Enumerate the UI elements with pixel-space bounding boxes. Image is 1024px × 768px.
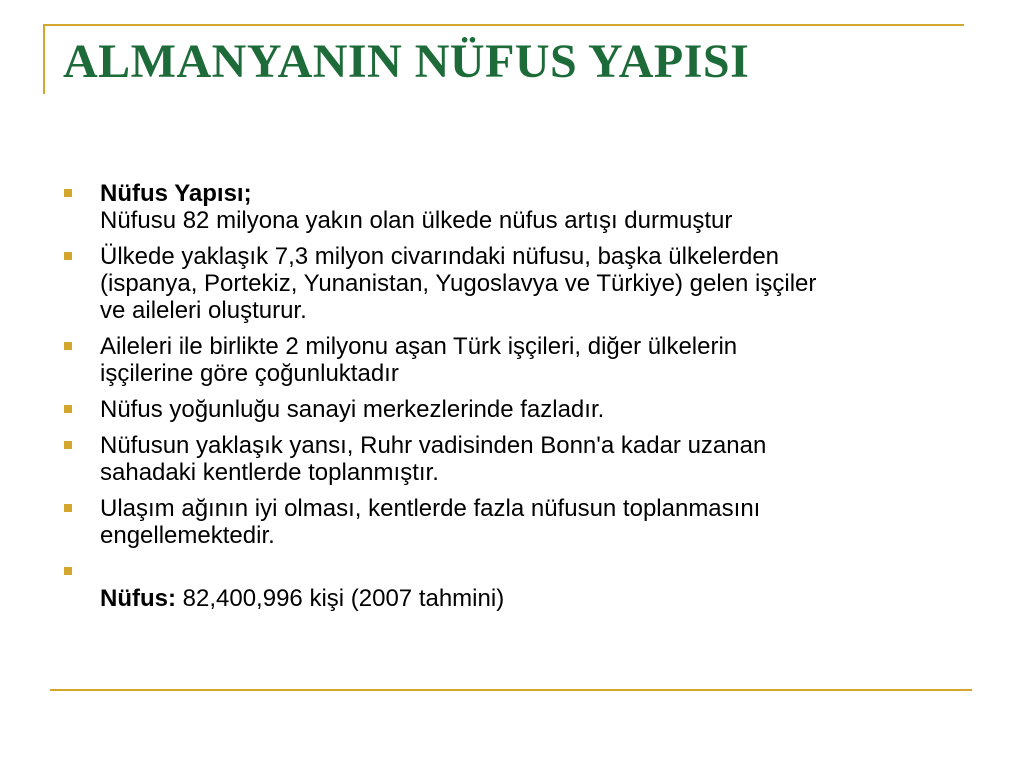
bullet-item-yabanci-nufus	[63, 243, 963, 324]
bullet-text-line: Ulaşım ağının iyi olması, kentlerde fazla nüfusun toplanmasını	[100, 495, 761, 522]
bullet-text-line: Nüfus yoğunluğu sanayi merkezlerinde fazladır.	[100, 396, 605, 423]
bullet-text-line: Ülkede yaklaşık 7,3 milyon civarındaki nüfusu, başka ülkelerden	[100, 243, 780, 270]
bullet-item-ulasim	[63, 495, 963, 549]
population-line	[100, 585, 963, 612]
population-value: 82,400,996 kişi (2007 tahmini)	[175, 585, 505, 612]
bullet-list	[63, 180, 963, 621]
square-bullet-icon	[64, 567, 72, 575]
bullet-item-ruhr-vadisi	[63, 432, 963, 486]
bullet-text-line: işçilerine göre çoğunluktadır	[100, 360, 399, 387]
bullet-text-line: sahadaki kentlerde toplanmıştır.	[100, 459, 439, 486]
bullet-text-line: engellemektedir.	[100, 522, 275, 549]
population-label: Nüfus:	[100, 585, 176, 612]
bullet-text-line: Nüfusun yaklaşık yansı, Ruhr vadisinden Bonn'a kadar uzanan	[100, 432, 767, 459]
bullet-item-nufus-sayisi	[63, 558, 963, 612]
square-bullet-icon	[64, 405, 72, 413]
bullet-heading: Nüfus Yapısı;	[100, 180, 252, 207]
square-bullet-icon	[64, 252, 72, 260]
bullet-text-line: ve aileleri oluşturur.	[100, 297, 307, 324]
slide-title: ALMANYANIN NÜFUS YAPISI	[63, 35, 750, 88]
bullet-empty-line	[100, 558, 963, 585]
left-border-line	[43, 24, 45, 94]
bullet-text-line: (ispanya, Portekiz, Yunanistan, Yugoslavya ve Türkiye) gelen işçiler	[100, 270, 817, 297]
bullet-item-nufus-yogunlugu	[63, 396, 963, 423]
square-bullet-icon	[64, 504, 72, 512]
bullet-item-turk-isciler	[63, 333, 963, 387]
top-border-line	[43, 24, 964, 26]
bottom-border-line	[50, 689, 972, 691]
square-bullet-icon	[64, 342, 72, 350]
bullet-text-line: Aileleri ile birlikte 2 milyonu aşan Türk işçileri, diğer ülkelerin	[100, 333, 738, 360]
bullet-item-nufus-yapisi	[63, 180, 963, 234]
square-bullet-icon	[64, 189, 72, 197]
bullet-text: Nüfusu 82 milyona yakın olan ülkede nüfus artışı durmuştur	[100, 207, 733, 234]
square-bullet-icon	[64, 441, 72, 449]
